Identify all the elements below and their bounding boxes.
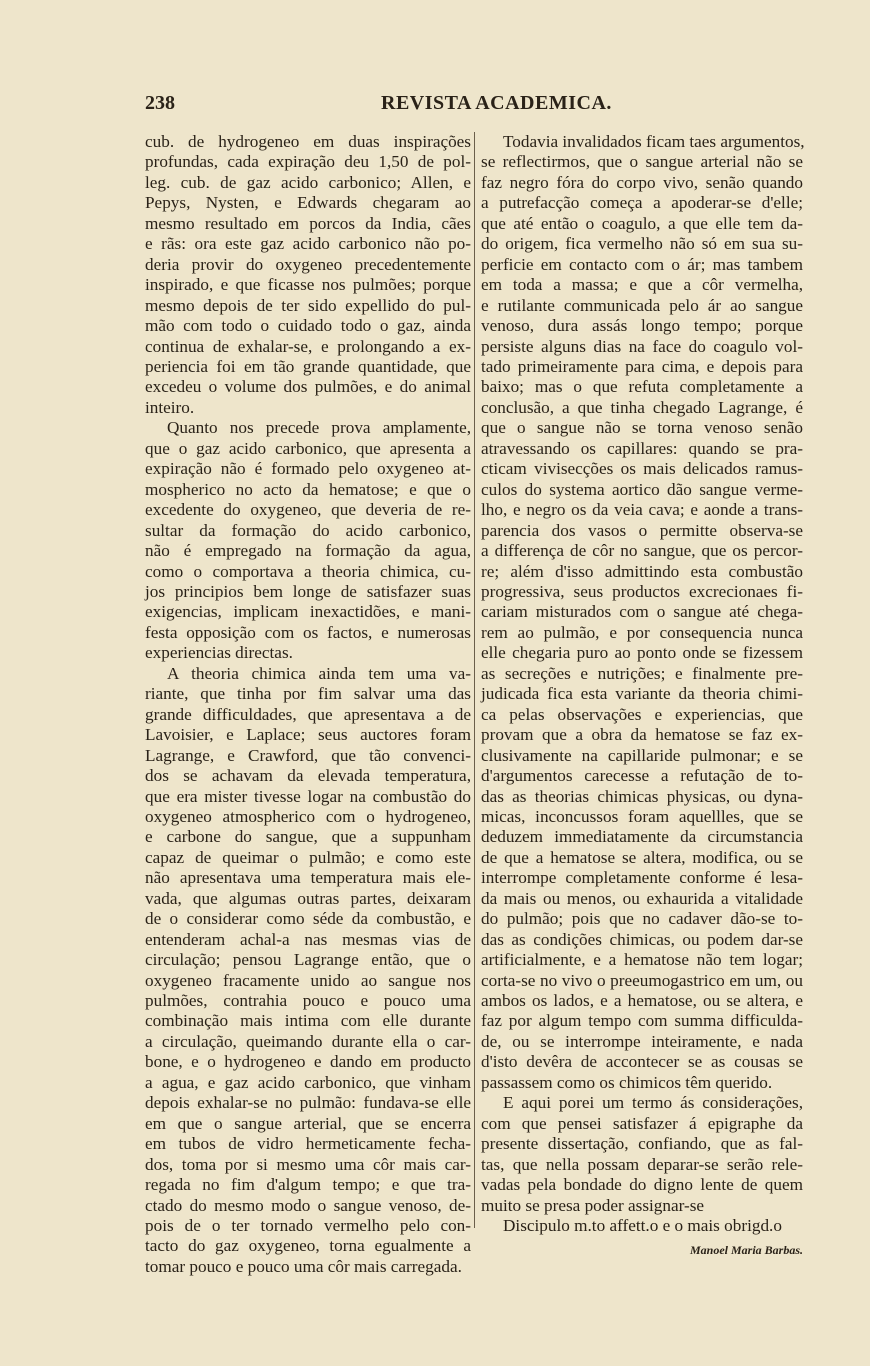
text-line: mão com todo o cuidado todo o gaz, ainda	[145, 316, 471, 336]
text-line: vadas pela bondade do digno lente de quem	[481, 1175, 803, 1195]
text-line: da mais ou menos, ou exhaurida a vitalidade	[481, 888, 803, 908]
text-line: rem ao pulmão, e por consequencia nunca	[481, 622, 803, 642]
text-line: depois exhalar-se no pulmão: fundava-se elle	[145, 1093, 471, 1113]
text-line: periencia foi em tão grande quantidade, que	[145, 356, 471, 376]
text-line: deria provir do oxygeneo precedentemente	[145, 254, 471, 274]
text-line: não apresentava uma temperatura mais ele-	[145, 868, 471, 888]
text-line: como o comportava a theoria chimica, cu-	[145, 561, 471, 581]
text-line: a agua, e gaz acido carbonico, que vinham	[145, 1072, 471, 1092]
text-line: mesmo depois de ter sido expellido do pul-	[145, 295, 471, 315]
text-line: que até então o coagulo, a que elle tem da-	[481, 213, 803, 233]
text-line: cticam vivisecções os mais delicados ramus-	[481, 459, 803, 479]
text-line: e rutilante communicada pelo ár ao sangue	[481, 295, 803, 315]
text-line: do origem, fica vermelho não só em sua su-	[481, 234, 803, 254]
text-line: d'isto devêra de accontecer se as cousas se	[481, 1052, 803, 1072]
text-line: Lagrange, e Crawford, que tão convenci-	[145, 745, 471, 765]
text-line: conclusão, a que tinha chegado Lagrange, é	[481, 397, 803, 417]
text-line: regada no fim d'algum tempo; e que tra-	[145, 1175, 471, 1195]
right-column	[481, 132, 803, 1261]
text-line: não é empregado na formação da agua,	[145, 541, 471, 561]
text-line: profundas, cada expiração deu 1,50 de pol-	[145, 152, 471, 172]
text-line: festa opposição com os factos, e numerosas	[145, 622, 471, 642]
text-line: muito se presa poder assignar-se	[481, 1195, 705, 1215]
text-line: baixo; mas o que refuta completamente a	[481, 377, 803, 397]
text-line: lho, e negro os da veia cava; e aonde a trans-	[481, 500, 803, 520]
text-line: sultar da formação do acido carbonico,	[145, 520, 471, 540]
left-column	[145, 132, 471, 1277]
text-line: em toda a massa; e que a côr vermelha,	[481, 275, 803, 295]
text-line: se reflectirmos, que o sangue arterial não se	[481, 152, 803, 172]
text-line: passassem como os chimicos têm querido.	[481, 1072, 773, 1092]
text-line: continua de exhalar-se, e prolongando a ex-	[145, 336, 471, 356]
text-line: as secreções e nutrições; e finalmente pre-	[481, 663, 803, 683]
text-line: judicada fica esta variante da theoria chimi-	[481, 684, 803, 704]
column-divider	[474, 132, 475, 1228]
text-line: de o considerar como séde da combustão, e	[145, 909, 471, 929]
text-line: inspirado, e que ficasse nos pulmões; porque	[145, 275, 471, 295]
text-line: riante, que tinha por fim salvar uma das	[145, 684, 471, 704]
text-line: Quanto nos precede prova amplamente,	[167, 418, 471, 438]
text-line: re; além d'isso admittindo esta combustão	[481, 561, 803, 581]
author-signature: Manoel Maria Barbas.	[689, 1243, 803, 1258]
text-line: de que a hematose se altera, modifica, ou se	[481, 847, 803, 867]
text-line: a putrefacção começa a apoderar-se d'elle;	[481, 193, 803, 213]
text-line: ambos os lados, e a hematose, ou se altera, e	[481, 991, 803, 1011]
text-line: oxygeneo atmospherico com o hydrogeneo,	[145, 806, 471, 826]
text-line: Lavoisier, e Laplace; seus auctores foram	[145, 725, 471, 745]
text-line: tacto do gaz oxygeneo, torna egualmente a	[145, 1236, 471, 1256]
text-line: Pepys, Nysten, e Edwards chegaram ao	[145, 193, 471, 213]
text-line: vada, que algumas outras partes, deixaram	[145, 888, 471, 908]
text-line: entenderam achal-a nas mesmas vias de	[145, 929, 471, 949]
text-line: e rãs: ora este gaz acido carbonico não po-	[145, 234, 471, 254]
text-line: Todavia invalidados ficam taes argumentos,	[503, 132, 805, 151]
text-line: de, ou se interrompe inteiramente, e nada	[481, 1031, 803, 1051]
text-line: parencia dos vasos o permitte observa-se	[481, 520, 803, 540]
page-number: 238	[145, 92, 175, 114]
text-line: A theoria chimica ainda tem uma va-	[167, 663, 471, 683]
text-line: d'argumentos carecesse a refutação de to-	[481, 766, 803, 786]
text-line: bone, e o hydrogeneo e dando em producto	[145, 1052, 471, 1072]
text-line: progressiva, seus productos excrecionaes fi-	[481, 581, 803, 601]
text-line: exigencias, implicam inexactidões, e mani-	[145, 602, 471, 622]
text-line: leg. cub. de gaz acido carbonico; Allen, e	[145, 172, 471, 192]
text-line: inteiro.	[145, 397, 195, 417]
text-line: excedente do oxygeneo, que deveria de re-	[145, 500, 471, 520]
text-line: com que pensei satisfazer á epigraphe da	[481, 1113, 803, 1133]
text-line: interrompe completamente conforme é lesa-	[481, 868, 803, 888]
text-line: cariam misturados com o sangue até chega-	[481, 602, 803, 622]
text-line: excedeu o volume dos pulmões, e do animal	[145, 377, 471, 397]
text-line: grande difficuldades, que apresentava a de	[145, 704, 471, 724]
text-line: tas, que nella possam deparar-se serão rele-	[481, 1154, 803, 1174]
closing-line: Discipulo m.to affett.o e o mais obrigd.o	[503, 1216, 782, 1236]
text-line: dos se achavam da elevada temperatura,	[145, 766, 471, 786]
text-line: mesmo resultado em porcos da India, cães	[145, 213, 471, 233]
text-line: faz por algum tempo com summa difficulda-	[481, 1011, 803, 1031]
text-line: perficie em contacto com o ár; mas tambem	[481, 254, 803, 274]
text-line: ca pelas observações e experiencias, que	[481, 704, 803, 724]
text-line: circulação; pensou Lagrange então, que o	[145, 950, 471, 970]
text-line: do pulmão; pois que no cadaver dão-se to-	[481, 909, 803, 929]
text-line: das as theorias chimicas physicas, ou dyna-	[481, 786, 803, 806]
text-line: pois de o ter tornado vermelho pelo con-	[145, 1216, 471, 1236]
text-line: micas, inconcussos foram aquellles, que se	[481, 806, 803, 826]
text-line: corta-se no vivo o preeumogastrico em um, ou	[481, 970, 803, 990]
text-line: capaz de queimar o pulmão; e como este	[145, 847, 471, 867]
text-line: que era mister tivesse logar na combustão do	[145, 786, 471, 806]
text-line: elle chegaria puro ao ponto onde se fizessem	[481, 643, 803, 663]
text-line: atravessando os capillares: quando se pra-	[481, 438, 803, 458]
text-line: em tubos de vidro hermeticamente fecha-	[145, 1134, 471, 1154]
text-line: venoso, dura assás longo tempo; porque	[481, 316, 803, 336]
running-title: REVISTA ACADEMICA.	[381, 92, 612, 114]
text-line: tomar pouco e pouco uma côr mais carregada.	[145, 1256, 462, 1276]
text-line: culos do systema aortico dão sangue verme-	[481, 479, 803, 499]
text-line: a circulação, queimando durante ella o car-	[145, 1031, 471, 1051]
text-line: deduzem immediatamente da circumstancia	[481, 827, 803, 847]
text-line: experiencias directas.	[145, 643, 293, 663]
text-line: a differença de côr no sangue, que os percor-	[481, 541, 803, 561]
text-line: artificialmente, e a hematose não tem logar;	[481, 950, 803, 970]
text-line: jos principios bem longe de satisfazer suas	[145, 581, 471, 601]
text-line: cub. de hydrogeneo em duas inspirações	[145, 132, 471, 151]
text-line: e carbone do sangue, que a suppunham	[145, 827, 471, 847]
text-line: oxygeneo fracamente unido ao sangue nos	[145, 970, 471, 990]
text-line: ctado do mesmo modo o sangue venoso, de-	[145, 1195, 471, 1215]
text-line: combinação mais intima com elle durante	[145, 1011, 471, 1031]
text-line: expiração não é formado pelo oxygeneo at-	[145, 459, 471, 479]
text-line: E aqui porei um termo ás considerações,	[503, 1093, 803, 1113]
text-line: que o sangue não se torna venoso senão	[481, 418, 803, 438]
page-header	[145, 92, 805, 120]
text-line: dos, toma por si mesmo uma côr mais car-	[145, 1154, 471, 1174]
text-line: tado primeiramente para cima, e depois para	[481, 356, 803, 376]
text-line: provam que a obra da hematose se faz ex-	[481, 725, 803, 745]
text-line: persiste alguns dias na face do coagulo vol-	[481, 336, 803, 356]
text-line: presente dissertação, confiando, que as fal-	[481, 1134, 803, 1154]
text-line: pulmões, contrahia pouco e pouco uma	[145, 991, 471, 1011]
text-line: que o gaz acido carbonico, que apresenta a	[145, 438, 471, 458]
text-line: em que o sangue arterial, que se encerra	[145, 1113, 471, 1133]
text-line: das as condições chimicas, ou podem dar-se	[481, 929, 803, 949]
text-line: faz negro fóra do corpo vivo, senão quando	[481, 172, 803, 192]
text-line: clusivamente na capillaride pulmonar; e se	[481, 745, 803, 765]
text-line: mospherico no acto da hematose; e que o	[145, 479, 471, 499]
